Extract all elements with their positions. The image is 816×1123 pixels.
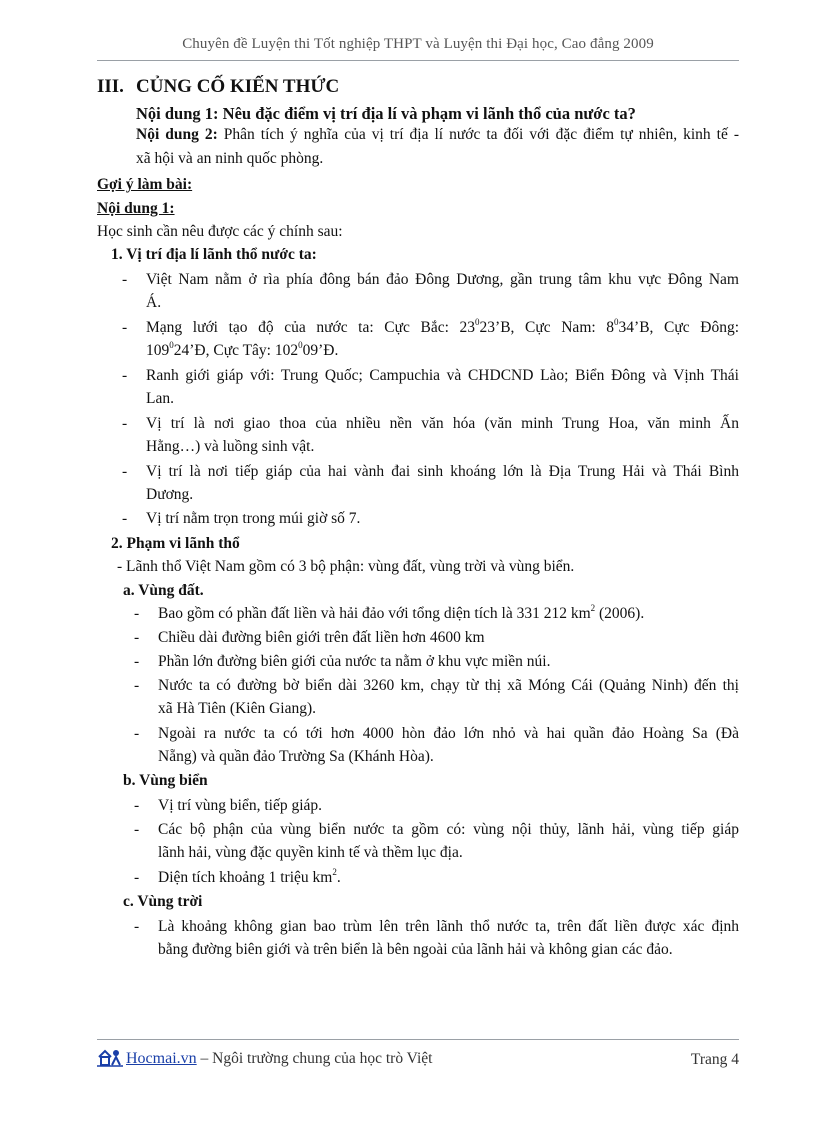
bullet-dash: - — [134, 629, 140, 646]
land-item-4-cont: xã Hà Tiên (Kiên Giang). — [158, 700, 316, 717]
hint-heading: Gợi ý làm bài: — [97, 176, 193, 193]
bullet-dash: - — [134, 605, 140, 622]
bullet-dash: - — [134, 725, 140, 742]
part-1-item-5-cont: Dương. — [146, 486, 194, 503]
bullet-dash: - — [122, 271, 128, 288]
bullet-dash: - — [134, 797, 140, 814]
hocmai-logo-icon — [97, 1047, 123, 1072]
bullet-dash: - — [134, 821, 140, 838]
sea-item-1: Vị trí vùng biển, tiếp giáp. — [158, 797, 323, 814]
sky-item-1-cont: bằng đường biên giới và trên biển là bên ngoài của lãnh hải và không gian các đảo. — [158, 941, 673, 958]
footer-tagline: – Ngôi trường chung của học trò Việt — [196, 1050, 433, 1067]
text-run: 09’Đ. — [302, 342, 339, 359]
part-1-item-3-cont: Lan. — [146, 390, 174, 407]
part-1-item-5: Vị trí là nơi tiếp giáp của hai vành đai sinh khoáng lớn là Địa Trung Hải và Thái Bình — [146, 463, 739, 480]
degree-sup: 0 — [475, 316, 480, 327]
page-number: Trang 4 — [690, 1051, 739, 1068]
bullet-dash: - — [122, 367, 128, 384]
part-1-item-4: Vị trí là nơi giao thoa của nhiều nền văn hóa (văn minh Trung Hoa, văn minh Ấn — [146, 415, 739, 432]
superscript: 2 — [590, 602, 596, 613]
part-2-heading: 2. Phạm vi lãnh thổ — [111, 535, 240, 552]
superscript: 2 — [332, 866, 337, 877]
land-item-5: Ngoài ra nước ta có tới hơn 4000 hòn đảo lớn nhỏ và hai quần đảo Hoàng Sa (Đà — [158, 725, 739, 742]
task-2-label: Nội dung 2: — [136, 126, 218, 143]
degree-sup: 0 — [169, 339, 174, 350]
bullet-dash: - — [122, 319, 128, 336]
bullet-dash: - — [122, 415, 128, 432]
task-2 — [136, 126, 739, 144]
text-run: 23’B, Cực Nam: 8 — [479, 319, 615, 336]
text-run: 109 — [146, 342, 170, 359]
page-header: Chuyên đề Luyện thi Tốt nghiệp THPT và Luyện thi Đại học, Cao đẳng 2009 — [97, 36, 739, 61]
task-2-text: Phân tích ý nghĩa của vị trí địa lí nước ta đối với đặc điểm tự nhiên, kinh tế - — [223, 126, 739, 143]
sea-item-2: Các bộ phận của vùng biển nước ta gồm có: vùng nội thủy, lãnh hải, vùng tiếp giáp — [158, 821, 739, 838]
sea-heading: b. Vùng biển — [123, 772, 208, 789]
part-2-summary: - Lãnh thổ Việt Nam gồm có 3 bộ phận: vùng đất, vùng trời và vùng biển. — [117, 558, 575, 575]
text-run: Diện tích khoảng 1 triệu km — [158, 869, 333, 886]
land-item-4: Nước ta có đường bờ biển dài 3260 km, chạy từ thị xã Móng Cái (Quảng Ninh) đến thị — [158, 677, 739, 694]
task-1-label: Nội dung 1: — [136, 104, 219, 123]
land-item-3: Phần lớn đường biên giới của nước ta nằm ở khu vực miền núi. — [158, 653, 551, 670]
hocmai-link[interactable]: Hocmai.vn — [126, 1050, 197, 1067]
bullet-dash: - — [134, 918, 140, 935]
text-run: (2006). — [595, 605, 645, 622]
degree-sup: 0 — [614, 316, 619, 327]
bullet-dash: - — [122, 510, 128, 527]
bullet-dash: - — [134, 677, 140, 694]
bullet-dash: - — [122, 463, 128, 480]
degree-sup: 0 — [298, 339, 303, 350]
part-1-item-1: Việt Nam nằm ở rìa phía đông bán đảo Đông Dương, gần trung tâm khu vực Đông Nam — [146, 271, 739, 288]
text-run: . — [336, 869, 341, 886]
part-1-item-3: Ranh giới giáp với: Trung Quốc; Campuchia và CHDCND Lào; Biển Đông và Vịnh Thái — [146, 367, 739, 384]
part-1-item-4-cont: Hằng…) và luồng sinh vật. — [146, 438, 315, 455]
section-heading — [97, 76, 339, 98]
part-1-item-6: Vị trí nằm trọn trong múi giờ số 7. — [146, 510, 361, 527]
land-heading: a. Vùng đất. — [123, 582, 204, 599]
part-1-item-2 — [146, 316, 740, 337]
footer-left — [97, 1047, 432, 1072]
sea-item-2-cont: lãnh hải, vùng đặc quyền kinh tế và thềm lục địa. — [158, 844, 463, 861]
land-item-5-cont: Nẵng) và quần đảo Trường Sa (Khánh Hòa). — [158, 748, 434, 765]
footer-rule — [97, 1039, 739, 1040]
part-1-item-1-cont: Á. — [146, 294, 162, 311]
bullet-dash: - — [134, 869, 140, 886]
intro-text: Học sinh cần nêu được các ý chính sau: — [97, 223, 343, 240]
task-1-text: Nêu đặc điểm vị trí địa lí và phạm vi lãnh thổ của nước ta? — [222, 104, 636, 123]
sky-heading: c. Vùng trời — [123, 893, 203, 910]
section-title: CỦNG CỐ KIẾN THỨC — [136, 76, 340, 97]
task-1 — [136, 104, 636, 124]
sky-item-1: Là khoảng không gian bao trùm lên trên lãnh thổ nước ta, trên đất liền được xác định — [158, 918, 739, 935]
part-1-heading: 1. Vị trí địa lí lãnh thổ nước ta: — [111, 246, 317, 263]
land-item-1 — [158, 602, 645, 623]
content-1-heading: Nội dung 1: — [97, 200, 175, 217]
land-item-2: Chiều dài đường biên giới trên đất liền hơn 4600 km — [158, 629, 485, 646]
text-run: Bao gồm có phần đất liền và hải đảo với tổng diện tích là 331 212 km — [158, 605, 591, 622]
sea-item-3 — [158, 866, 341, 887]
text-run: 34’B, Cực Đông: — [618, 319, 740, 336]
text-run: Mạng lưới tạo độ của nước ta: Cực Bắc: 23 — [146, 319, 476, 336]
bullet-dash: - — [134, 653, 140, 670]
section-number: III. — [97, 76, 124, 97]
part-1-item-2-cont — [146, 339, 339, 360]
task-2-text-cont: xã hội và an ninh quốc phòng. — [136, 150, 324, 167]
text-run: 24’Đ, Cực Tây: 102 — [173, 342, 299, 359]
